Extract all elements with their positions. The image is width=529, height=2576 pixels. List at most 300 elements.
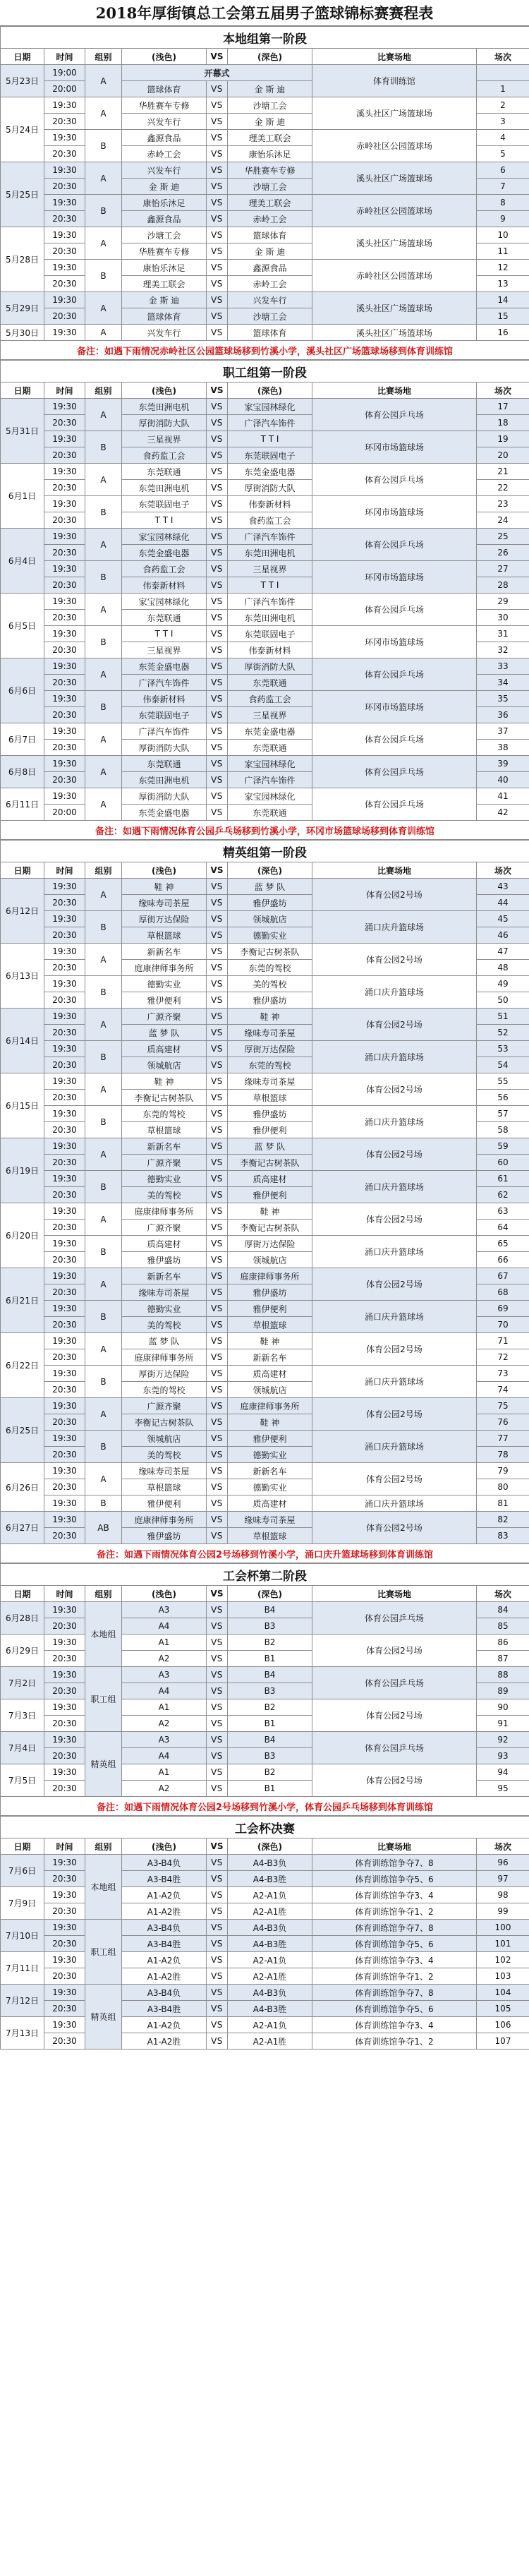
- match-number: 7: [477, 179, 529, 195]
- team-light: A3: [122, 1732, 207, 1748]
- match-time: 20:30: [44, 114, 85, 130]
- match-time: 20:30: [44, 545, 85, 561]
- vs-label: VS: [207, 1106, 228, 1122]
- match-number: 31: [477, 626, 529, 642]
- header-team_b: (深色): [228, 1838, 312, 1855]
- match-number: 71: [477, 1333, 529, 1349]
- match-time: 19:30: [44, 1333, 85, 1349]
- header-venue: 比赛场地: [312, 383, 477, 399]
- header-group: 组别: [85, 1586, 122, 1602]
- team-light: 雅伊盛坊: [122, 1252, 207, 1268]
- team-light: 广源齐聚: [122, 1009, 207, 1025]
- match-group: A: [85, 1398, 122, 1431]
- match-time: 20:30: [44, 512, 85, 529]
- vs-label: VS: [207, 756, 228, 772]
- header-team_b: (深色): [228, 383, 312, 399]
- match-number: 93: [477, 1748, 529, 1764]
- header-team_a: (浅色): [122, 49, 207, 65]
- match-venue: 赤岭社区公园篮球场: [312, 195, 477, 227]
- vs-label: VS: [207, 675, 228, 691]
- match-row: [1, 1138, 529, 1155]
- vs-label: VS: [207, 772, 228, 788]
- match-venue: 体育公园乒乓场: [312, 529, 477, 561]
- team-light: 兴发车行: [122, 325, 207, 341]
- match-number: 30: [477, 610, 529, 626]
- match-number: 74: [477, 1382, 529, 1398]
- header-no: 场次: [477, 862, 529, 879]
- vs-label: VS: [207, 561, 228, 577]
- team-light: 广泽汽车饰件: [122, 723, 207, 740]
- match-time: 20:30: [44, 895, 85, 911]
- match-number: 54: [477, 1057, 529, 1073]
- team-dark: 庭康律师事务所: [228, 1268, 312, 1284]
- header-team_b: (深色): [228, 862, 312, 879]
- match-group: A: [85, 788, 122, 821]
- match-time: 20:30: [44, 1090, 85, 1106]
- match-row: [1, 496, 529, 512]
- match-number: 55: [477, 1073, 529, 1090]
- team-dark: 东莞联通: [228, 805, 312, 821]
- team-light: 德勤实业: [122, 976, 207, 992]
- match-group: A: [85, 1073, 122, 1106]
- team-light: A2: [122, 1716, 207, 1732]
- team-dark: 食药监工会: [228, 691, 312, 707]
- team-dark: 缘味寿司茶屋: [228, 1025, 312, 1041]
- match-date: 5月31日: [1, 399, 44, 464]
- match-venue: 体育公园乒乓场: [312, 756, 477, 788]
- match-venue: 溪头社区广场篮球场: [312, 292, 477, 325]
- team-light: 金 斯 迪: [122, 292, 207, 308]
- match-date: 6月12日: [1, 879, 44, 944]
- match-number: 61: [477, 1171, 529, 1187]
- vs-label: VS: [207, 276, 228, 292]
- match-number: 62: [477, 1187, 529, 1203]
- vs-label: VS: [207, 960, 228, 976]
- team-light: A4: [122, 1618, 207, 1635]
- match-number: 76: [477, 1414, 529, 1431]
- match-row: [1, 292, 529, 308]
- match-venue: 体育公园2号场: [312, 1398, 477, 1431]
- match-date: 6月13日: [1, 944, 44, 1009]
- team-light: 广源齐聚: [122, 1398, 207, 1414]
- match-number: 19: [477, 431, 529, 447]
- match-date: 7月12日: [1, 1985, 44, 2017]
- team-dark: 家宝园林绿化: [228, 399, 312, 415]
- match-date: 6月15日: [1, 1073, 44, 1138]
- team-dark: 三星视界: [228, 561, 312, 577]
- team-light: A1: [122, 1699, 207, 1716]
- match-venue: 涌口庆升篮球场: [312, 1495, 477, 1512]
- match-date: 7月4日: [1, 1732, 44, 1764]
- vs-label: VS: [207, 691, 228, 707]
- team-light: A1-A2胜: [122, 2033, 207, 2050]
- vs-label: VS: [207, 788, 228, 805]
- vs-label: VS: [207, 1382, 228, 1398]
- match-venue: 体育公园2号场: [312, 1512, 477, 1544]
- vs-label: VS: [207, 1447, 228, 1463]
- team-dark: 厚街消防大队: [228, 658, 312, 675]
- match-time: 19:30: [44, 97, 85, 114]
- team-light: A3: [122, 1667, 207, 1683]
- section-title: 本地组第一阶段: [1, 27, 529, 49]
- match-time: 19:30: [44, 399, 85, 415]
- match-venue: 体育公园乒乓场: [312, 788, 477, 821]
- team-dark: 厚街消防大队: [228, 480, 312, 496]
- match-date: 6月28日: [1, 1602, 44, 1635]
- match-group: 精英组: [85, 1985, 122, 2050]
- match-row: [1, 1968, 529, 1985]
- match-group: B: [85, 1171, 122, 1203]
- team-dark: 厚街万达保险: [228, 1236, 312, 1252]
- match-venue: 环冈市场篮球场: [312, 691, 477, 723]
- match-time: 20:30: [44, 1447, 85, 1463]
- team-light: 新新名车: [122, 1268, 207, 1284]
- team-dark: 雅伊盛坊: [228, 1106, 312, 1122]
- match-group: B: [85, 195, 122, 227]
- team-light: A3: [122, 1602, 207, 1618]
- vs-label: VS: [207, 610, 228, 626]
- team-light: 康怡乐沐足: [122, 260, 207, 276]
- match-time: 20:00: [44, 805, 85, 821]
- team-dark: 兴发车行: [228, 292, 312, 308]
- match-venue: 体育公园2号场: [312, 1764, 477, 1797]
- team-dark: 沙塘工会: [228, 179, 312, 195]
- team-dark: 庭康律师事务所: [228, 1398, 312, 1414]
- team-light: A2: [122, 1651, 207, 1667]
- match-time: 19:30: [44, 1431, 85, 1447]
- vs-label: VS: [207, 1716, 228, 1732]
- team-dark: B3: [228, 1618, 312, 1635]
- team-light: 东莞金盛电器: [122, 658, 207, 675]
- vs-label: VS: [207, 944, 228, 960]
- match-venue: 体育训练馆争夺3、4: [312, 1887, 477, 1903]
- match-row: [1, 227, 529, 243]
- match-time: 19:30: [44, 130, 85, 146]
- match-group: A: [85, 464, 122, 496]
- vs-label: VS: [207, 626, 228, 642]
- match-time: 19:30: [44, 691, 85, 707]
- match-number: 1: [477, 81, 529, 97]
- team-light: 华胜赛车专修: [122, 97, 207, 114]
- vs-label: VS: [207, 1748, 228, 1764]
- team-light: 东莞田洲电机: [122, 480, 207, 496]
- match-row: [1, 691, 529, 707]
- match-date: 6月1日: [1, 464, 44, 529]
- vs-label: VS: [207, 1968, 228, 1985]
- match-row: [1, 1203, 529, 1220]
- match-row: [1, 1732, 529, 1748]
- team-light: A3-B4负: [122, 1985, 207, 2001]
- match-venue: 体育公园2号场: [312, 1635, 477, 1667]
- match-number: 81: [477, 1495, 529, 1512]
- vs-label: VS: [207, 1602, 228, 1618]
- match-row: [1, 626, 529, 642]
- team-light: A1-A2胜: [122, 1968, 207, 1985]
- match-venue: 涌口庆升篮球场: [312, 1431, 477, 1463]
- match-number: 67: [477, 1268, 529, 1284]
- match-number: 104: [477, 1985, 529, 2001]
- team-light: 美的驾校: [122, 1187, 207, 1203]
- vs-label: VS: [207, 81, 228, 97]
- vs-label: VS: [207, 1463, 228, 1479]
- match-row: [1, 1985, 529, 2001]
- match-group: A: [85, 879, 122, 911]
- match-number: 57: [477, 1106, 529, 1122]
- match-date: 6月25日: [1, 1398, 44, 1463]
- match-time: 20:30: [44, 1349, 85, 1366]
- match-number: 18: [477, 415, 529, 431]
- header-vs: VS: [207, 862, 228, 879]
- team-light: 东莞联固电子: [122, 496, 207, 512]
- vs-label: VS: [207, 1009, 228, 1025]
- vs-label: VS: [207, 1495, 228, 1512]
- vs-label: VS: [207, 2017, 228, 2033]
- team-dark: A2-A1负: [228, 1887, 312, 1903]
- team-light: 东莞的驾校: [122, 1382, 207, 1398]
- match-number: 45: [477, 911, 529, 927]
- match-number: 29: [477, 594, 529, 610]
- team-dark: 广泽汽车饰件: [228, 415, 312, 431]
- match-time: 19:30: [44, 1887, 85, 1903]
- match-group: A: [85, 292, 122, 325]
- team-light: 厚街消防大队: [122, 788, 207, 805]
- team-dark: 金 斯 迪: [228, 81, 312, 97]
- match-row: [1, 1920, 529, 1936]
- vs-label: VS: [207, 1871, 228, 1887]
- match-venue: 体育公园2号场: [312, 1009, 477, 1041]
- match-time: 20:30: [44, 146, 85, 162]
- match-time: 19:30: [44, 1236, 85, 1252]
- match-number: 20: [477, 447, 529, 464]
- match-number: 102: [477, 1952, 529, 1968]
- match-number: 41: [477, 788, 529, 805]
- match-time: 20:30: [44, 992, 85, 1009]
- team-light: T T I: [122, 626, 207, 642]
- vs-label: VS: [207, 1025, 228, 1041]
- match-venue: 体育公园乒乓场: [312, 1602, 477, 1635]
- header-time: 时间: [44, 49, 85, 65]
- header-venue: 比赛场地: [312, 49, 477, 65]
- team-dark: A4-B3负: [228, 1985, 312, 2001]
- vs-label: VS: [207, 1317, 228, 1333]
- team-light: 康怡乐沐足: [122, 195, 207, 211]
- section-note: 备注：如遇下雨情况体育公园2号场移到竹溪小学，体育公园乒乓场移到体育训练馆: [1, 1797, 529, 1816]
- match-group: A: [85, 162, 122, 195]
- match-time: 19:30: [44, 1398, 85, 1414]
- team-dark: 草根篮球: [228, 1317, 312, 1333]
- match-group: A: [85, 1333, 122, 1366]
- team-light: 草根篮球: [122, 927, 207, 944]
- match-group: A: [85, 658, 122, 691]
- team-light: 家宝园林绿化: [122, 529, 207, 545]
- section-title: 职工组第一阶段: [1, 361, 529, 383]
- match-venue: 体育训练馆争夺3、4: [312, 2017, 477, 2033]
- match-row: [1, 788, 529, 805]
- match-time: 20:30: [44, 1122, 85, 1138]
- team-light: A1-A2负: [122, 1887, 207, 1903]
- team-dark: 理美工联会: [228, 195, 312, 211]
- team-light: 广源齐聚: [122, 1155, 207, 1171]
- header-team_b: (深色): [228, 1586, 312, 1602]
- header-group: 组别: [85, 1838, 122, 1855]
- match-venue: 涌口庆升篮球场: [312, 1366, 477, 1398]
- match-number: 27: [477, 561, 529, 577]
- team-dark: B2: [228, 1635, 312, 1651]
- team-dark: 东莞田洲电机: [228, 545, 312, 561]
- match-number: 24: [477, 512, 529, 529]
- vs-label: VS: [207, 211, 228, 227]
- vs-label: VS: [207, 1414, 228, 1431]
- match-row: [1, 756, 529, 772]
- match-group: B: [85, 431, 122, 464]
- team-dark: 东莞田洲电机: [228, 610, 312, 626]
- match-date: 6月14日: [1, 1009, 44, 1073]
- vs-label: VS: [207, 130, 228, 146]
- match-venue: 赤岭社区公园篮球场: [312, 260, 477, 292]
- vs-label: VS: [207, 1122, 228, 1138]
- vs-label: VS: [207, 447, 228, 464]
- match-row: [1, 1512, 529, 1528]
- match-row: [1, 1667, 529, 1683]
- match-venue: 体育公园2号场: [312, 1073, 477, 1106]
- team-dark: A4-B3胜: [228, 2001, 312, 2017]
- match-time: 19:30: [44, 464, 85, 480]
- match-number: 22: [477, 480, 529, 496]
- vs-label: VS: [207, 594, 228, 610]
- header-venue: 比赛场地: [312, 1838, 477, 1855]
- match-number: 97: [477, 1871, 529, 1887]
- match-date: 6月11日: [1, 788, 44, 821]
- match-number: 66: [477, 1252, 529, 1268]
- team-light: 质高建材: [122, 1236, 207, 1252]
- match-row: [1, 976, 529, 992]
- match-time: 20:30: [44, 1252, 85, 1268]
- team-dark: 广泽汽车饰件: [228, 594, 312, 610]
- team-dark: 缘味寿司茶屋: [228, 1512, 312, 1528]
- team-dark: 食药监工会: [228, 512, 312, 529]
- team-light: T T I: [122, 512, 207, 529]
- match-number: 85: [477, 1618, 529, 1635]
- match-date: 6月29日: [1, 1635, 44, 1667]
- match-time: 19:30: [44, 1041, 85, 1057]
- match-venue: 溪头社区广场篮球场: [312, 325, 477, 341]
- vs-label: VS: [207, 1855, 228, 1871]
- team-dark: 雅伊便利: [228, 1187, 312, 1203]
- team-dark: 德勤实业: [228, 927, 312, 944]
- match-number: 48: [477, 960, 529, 976]
- team-light: 东莞金盛电器: [122, 545, 207, 561]
- match-row: [1, 2001, 529, 2017]
- vs-label: VS: [207, 805, 228, 821]
- match-group: A: [85, 65, 122, 97]
- team-dark: 篮球体育: [228, 227, 312, 243]
- match-date: 7月13日: [1, 2017, 44, 2050]
- match-time: 19:30: [44, 1463, 85, 1479]
- match-venue: 赤岭社区公园篮球场: [312, 130, 477, 162]
- team-light: A3-B4胜: [122, 1936, 207, 1952]
- team-dark: 质高建材: [228, 1366, 312, 1382]
- team-dark: B2: [228, 1764, 312, 1781]
- match-number: 77: [477, 1431, 529, 1447]
- match-date: 7月3日: [1, 1699, 44, 1732]
- match-number: 26: [477, 545, 529, 561]
- team-dark: 德勤实业: [228, 1447, 312, 1463]
- match-row: [1, 1602, 529, 1618]
- team-light: A1-A2负: [122, 2017, 207, 2033]
- match-number: 5: [477, 146, 529, 162]
- vs-label: VS: [207, 1699, 228, 1716]
- match-row: [1, 1699, 529, 1716]
- match-row: [1, 561, 529, 577]
- match-number: 33: [477, 658, 529, 675]
- match-row: [1, 1236, 529, 1252]
- vs-label: VS: [207, 1187, 228, 1203]
- vs-label: VS: [207, 1349, 228, 1366]
- vs-label: VS: [207, 2033, 228, 2050]
- match-number: 75: [477, 1398, 529, 1414]
- match-venue: 涌口庆升篮球场: [312, 1236, 477, 1268]
- team-dark: 雅伊盛坊: [228, 1284, 312, 1301]
- match-number: 52: [477, 1025, 529, 1041]
- match-time: 20:30: [44, 2001, 85, 2017]
- team-light: 质高建材: [122, 1041, 207, 1057]
- match-row: [1, 1495, 529, 1512]
- team-light: 庭康律师事务所: [122, 1203, 207, 1220]
- match-date: 6月19日: [1, 1138, 44, 1203]
- team-light: 理美工联会: [122, 276, 207, 292]
- match-date: 5月23日: [1, 65, 44, 97]
- match-group: B: [85, 1431, 122, 1463]
- match-time: 19:30: [44, 911, 85, 927]
- match-time: 19:30: [44, 1366, 85, 1382]
- team-light: 鞋 神: [122, 879, 207, 895]
- match-group: 本地组: [85, 1602, 122, 1667]
- match-venue: 溪头社区广场篮球场: [312, 162, 477, 195]
- match-number: 50: [477, 992, 529, 1009]
- match-number: 78: [477, 1447, 529, 1463]
- vs-label: VS: [207, 195, 228, 211]
- match-time: 20:30: [44, 2033, 85, 2050]
- team-dark: 雅伊盛坊: [228, 895, 312, 911]
- match-venue: 涌口庆升篮球场: [312, 976, 477, 1009]
- vs-label: VS: [207, 723, 228, 740]
- match-row: [1, 1398, 529, 1414]
- match-date: 5月30日: [1, 325, 44, 341]
- match-time: 20:30: [44, 1683, 85, 1699]
- header-time: 时间: [44, 862, 85, 879]
- match-date: 5月24日: [1, 97, 44, 162]
- match-date: 5月25日: [1, 162, 44, 227]
- team-dark: A4-B3胜: [228, 1936, 312, 1952]
- match-group: B: [85, 561, 122, 594]
- match-time: 19:30: [44, 1138, 85, 1155]
- match-number: 32: [477, 642, 529, 658]
- vs-label: VS: [207, 1073, 228, 1090]
- match-time: 19:30: [44, 292, 85, 308]
- match-number: 91: [477, 1716, 529, 1732]
- vs-label: VS: [207, 1985, 228, 2001]
- match-row: [1, 1171, 529, 1187]
- section-title: 精英组第一阶段: [1, 841, 529, 862]
- section-note: 备注：如遇下雨情况赤岭社区公园篮球场移到竹溪小学，溪头社区广场篮球场移到体育训练馆: [1, 341, 529, 360]
- team-dark: 鞋 神: [228, 1203, 312, 1220]
- team-dark: 广泽汽车饰件: [228, 529, 312, 545]
- team-light: 缘味寿司茶屋: [122, 1463, 207, 1479]
- team-dark: A2-A1负: [228, 2017, 312, 2033]
- vs-label: VS: [207, 162, 228, 179]
- match-row: [1, 594, 529, 610]
- match-row: [1, 1431, 529, 1447]
